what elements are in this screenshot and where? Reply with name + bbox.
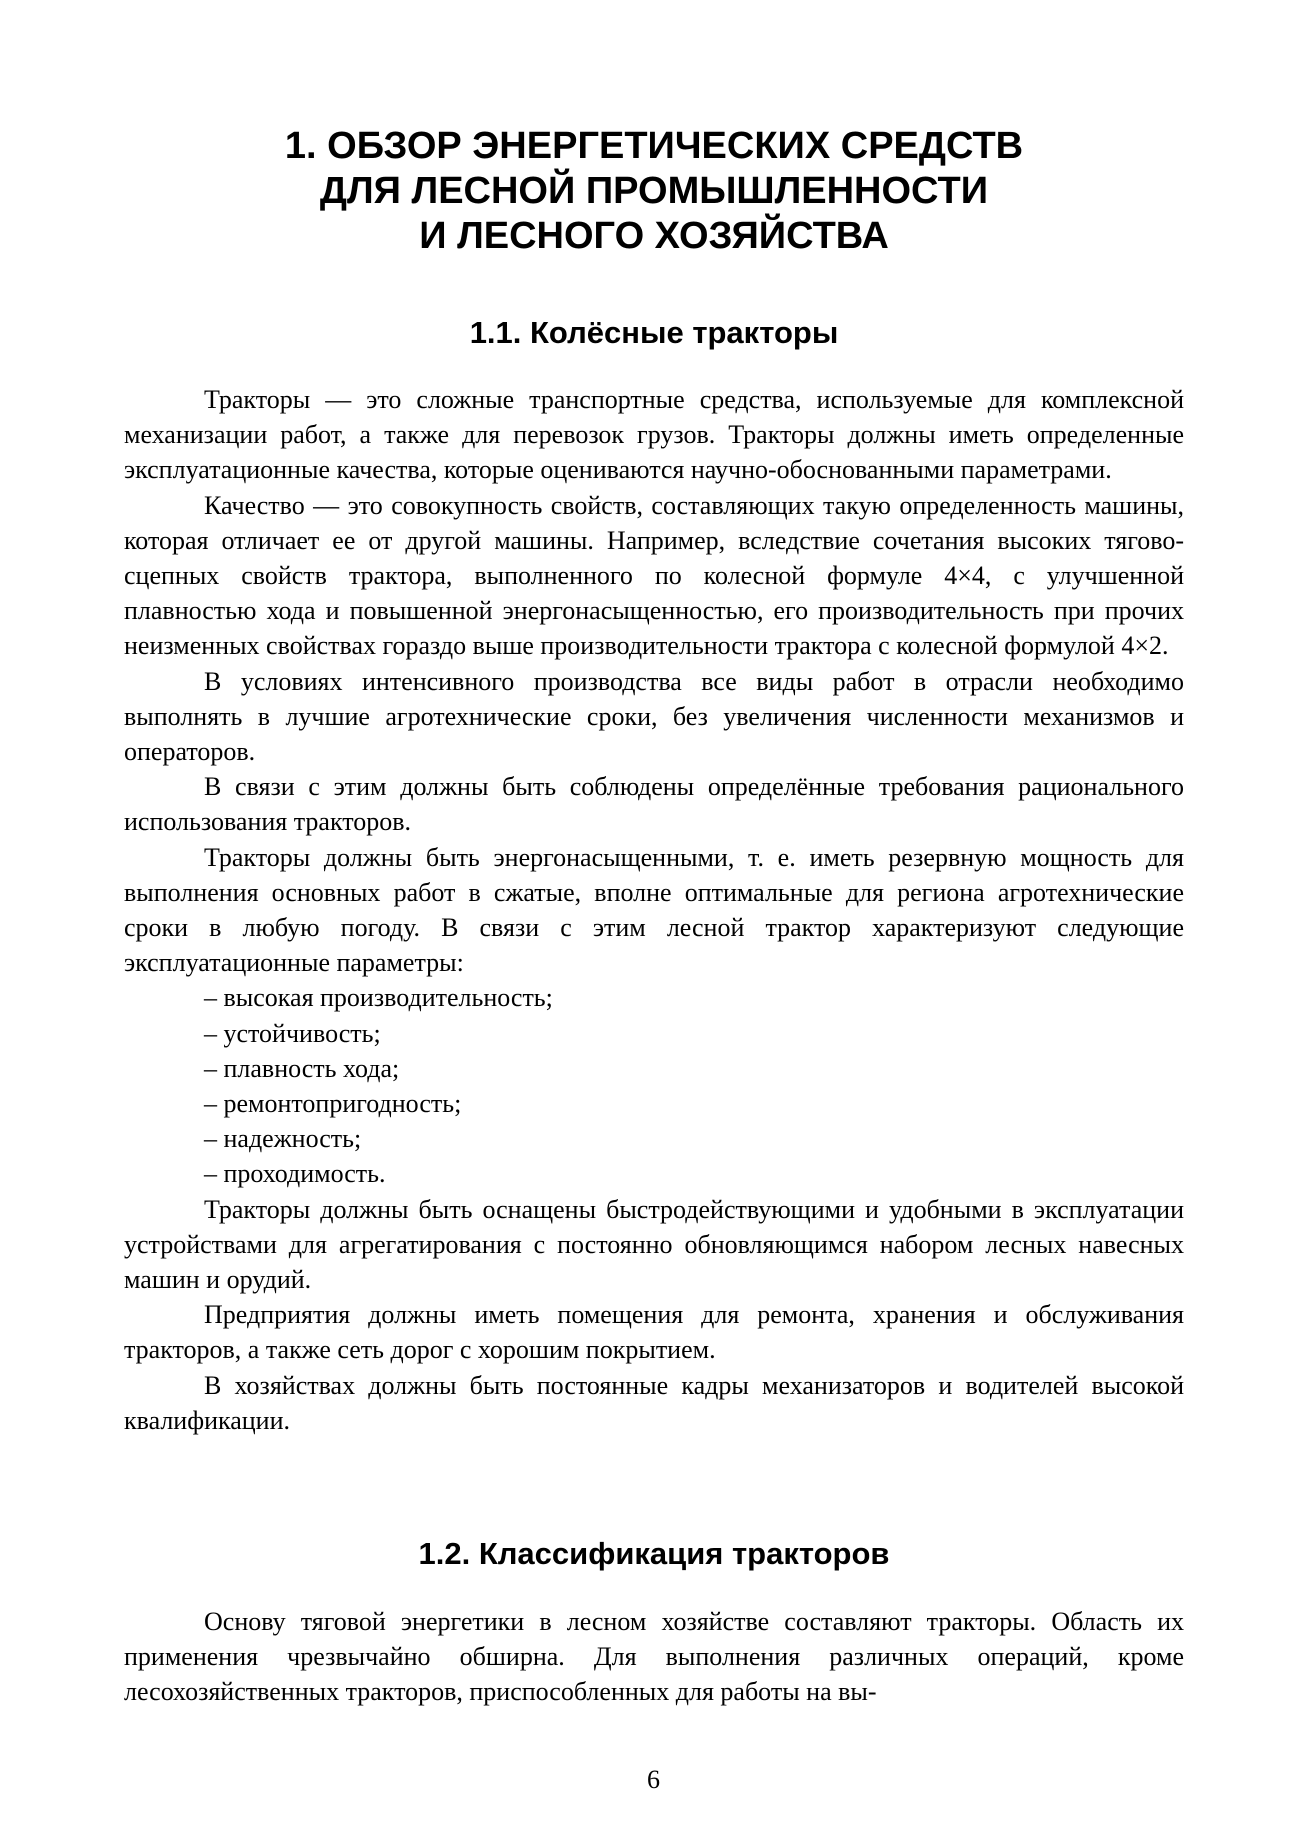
paragraph: Тракторы должны быть энергонасыщенными, т. е. иметь резервную мощность для выполнения основных работ в сжатые, вполне оптимальные для региона агротехнические сроки в любую погоду. В связи с этим лесной трактор характеризуют следующие эксплуатационные параметры:	[124, 842, 1184, 978]
list-item: – плавность хода;	[204, 1053, 400, 1083]
paragraph: В хозяйствах должны быть постоянные кадры механизаторов и водителей высокой квалификации.	[124, 1370, 1184, 1435]
chapter-title	[124, 124, 1184, 259]
chapter-title-line-3: И ЛЕСНОГО ХОЗЯЙСТВА	[419, 215, 889, 257]
page-number: 6	[647, 1765, 660, 1794]
chapter-title-line-2: ДЛЯ ЛЕСНОЙ ПРОМЫШЛЕННОСТИ	[319, 170, 989, 212]
paragraph: В связи с этим должны быть соблюдены определённые требования рационального использования тракторов.	[124, 772, 1184, 837]
list-item: – надежность;	[204, 1124, 362, 1154]
paragraph: Тракторы должны быть оснащены быстродействующими и удобными в эксплуатации устройствами для агрегатирования с постоянно обновляющимся набором лесных навесных машин и орудий.	[124, 1194, 1184, 1295]
section-2-body	[124, 1604, 1184, 1710]
paragraph: Предприятия должны иметь помещения для ремонта, хранения и обслуживания тракторов, а также сеть дорог с хорошим покрытием.	[124, 1300, 1184, 1365]
list-item: – устойчивость;	[204, 1018, 381, 1048]
paragraph: Качество — это совокупность свойств, составляющих такую определенность машины, которая отличает ее от другой машины. Например, вследствие сочетания высоких тягово-сцепных свойств трактора, выполненного по колесной формуле 4×4, с улучшенной плавностью хода и повышенной энергонасыщенностью, его производительность при прочих неизменных свойствах гораздо выше производительности трактора с колесной формулой 4×2.	[124, 490, 1184, 661]
chapter-title-line-1: 1. ОБЗОР ЭНЕРГЕТИЧЕСКИХ СРЕДСТВ	[284, 125, 1024, 167]
paragraph: В условиях интенсивного производства все виды работ в отрасли необходимо выполнять в лучшие агротехнические сроки, без увеличения численности механизмов и операторов.	[124, 666, 1184, 767]
list-item: – ремонтопригодность;	[204, 1089, 462, 1119]
paragraph: Тракторы — это сложные транспортные средства, используемые для комплексной механизации работ, а также для перевозок грузов. Тракторы должны иметь определенные эксплуатационные качества, которые оцениваются научно-обоснованными параметрами.	[124, 385, 1184, 485]
list-item: – проходимость.	[204, 1159, 386, 1189]
list-item: – высокая производительность;	[204, 983, 553, 1013]
section-2-title: 1.2. Классификация тракторов	[418, 1536, 890, 1571]
paragraph: Основу тяговой энергетики в лесном хозяйстве составляют тракторы. Область их применения чрезвычайно обширна. Для выполнения различных операций, кроме лесохозяйственных тракторов, приспособленных для работы на вы-	[124, 1607, 1184, 1707]
section-1-body	[124, 382, 1184, 1438]
section-1-title: 1.1. Колёсные тракторы	[469, 315, 839, 350]
